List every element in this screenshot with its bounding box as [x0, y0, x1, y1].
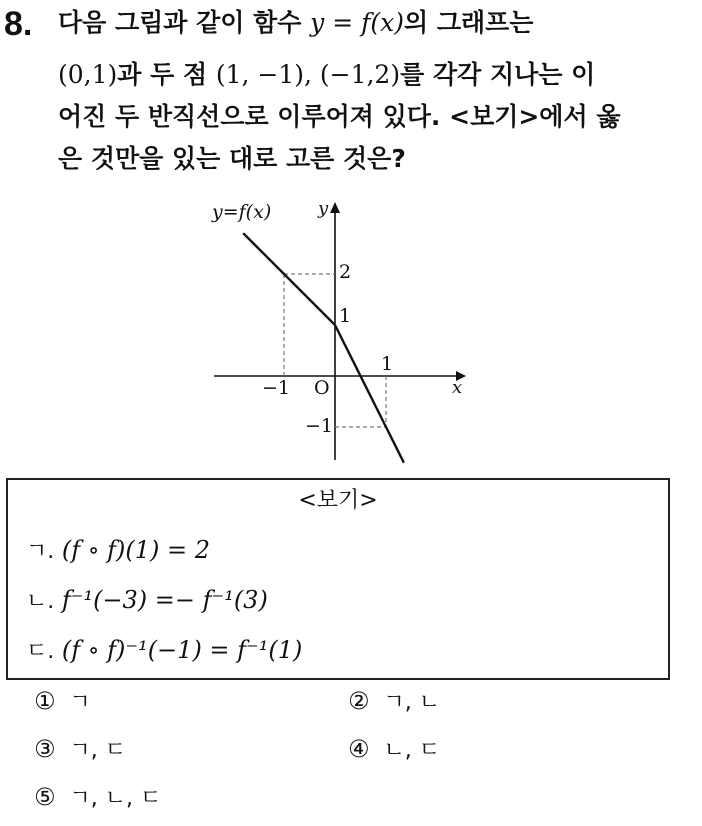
- two-points: (1, −1), (−1,2): [215, 60, 401, 89]
- choice-number: ④: [348, 735, 370, 763]
- origin-label: O: [314, 377, 330, 399]
- question-line-1-c: 의 그래프는: [404, 8, 534, 37]
- tick-label-y-1: 1: [339, 305, 352, 327]
- ray-left: [243, 233, 335, 325]
- bogi-item-label: ㄷ.: [26, 639, 55, 664]
- question-line-1-a: 다음 그림과 같이 함수: [58, 8, 311, 37]
- choice-text: ㄱ, ㄴ: [383, 690, 441, 715]
- bogi-item-1: [26, 534, 210, 568]
- tick-label-x-neg1: −1: [262, 377, 291, 399]
- choice-text: ㄱ, ㄴ, ㄷ: [69, 786, 162, 811]
- ray-right: [335, 325, 404, 463]
- y-axis-arrow: [330, 202, 340, 213]
- bogi-item-label: ㄱ.: [26, 539, 55, 564]
- bogi-box: [6, 478, 670, 680]
- question-line-3: 어진 두 반직선으로 이루어져 있다. <보기>에서 옳: [58, 102, 621, 131]
- x-axis-label: x: [452, 377, 463, 398]
- choice-5[interactable]: [34, 782, 161, 814]
- bogi-item-label: ㄴ.: [26, 589, 55, 614]
- bogi-item-expression: (f ∘ f)(1) = 2: [61, 536, 211, 564]
- choice-number: ②: [348, 687, 370, 715]
- choice-3[interactable]: [34, 734, 126, 766]
- vertex-point: (0,1): [58, 60, 118, 89]
- question-line-4: 은 것만을 있는 대로 고른 것은?: [58, 144, 406, 173]
- tick-label-y-2: 2: [339, 261, 352, 283]
- bogi-item-3: [26, 634, 302, 668]
- choice-2[interactable]: [348, 686, 440, 718]
- tick-label-x-1: 1: [381, 353, 394, 375]
- question-number: 8.: [4, 5, 33, 43]
- bogi-item-2: [26, 584, 268, 618]
- y-axis-label: y: [318, 198, 329, 219]
- question-line-2-b: 과 두 점: [117, 60, 216, 89]
- curve-label: y=f(x): [212, 201, 272, 223]
- choice-number: ①: [34, 687, 56, 715]
- choice-text: ㄱ, ㄷ: [69, 738, 127, 763]
- choice-number: ⑤: [34, 783, 56, 811]
- bogi-item-expression: f⁻¹(−3) =− f⁻¹(3): [61, 586, 268, 614]
- choice-1[interactable]: [34, 686, 91, 718]
- bogi-item-expression: (f ∘ f)⁻¹(−1) = f⁻¹(1): [61, 636, 303, 664]
- choice-number: ③: [34, 735, 56, 763]
- question-line-2-d: 를 각각 지나는 이: [400, 60, 596, 89]
- choice-text: ㄱ: [69, 690, 91, 715]
- function-expression: y = f(x): [310, 8, 404, 37]
- choice-text: ㄴ, ㄷ: [383, 738, 441, 763]
- tick-label-y-neg1: −1: [305, 415, 334, 437]
- bogi-title: <보기>: [298, 488, 378, 513]
- choice-4[interactable]: [348, 734, 440, 766]
